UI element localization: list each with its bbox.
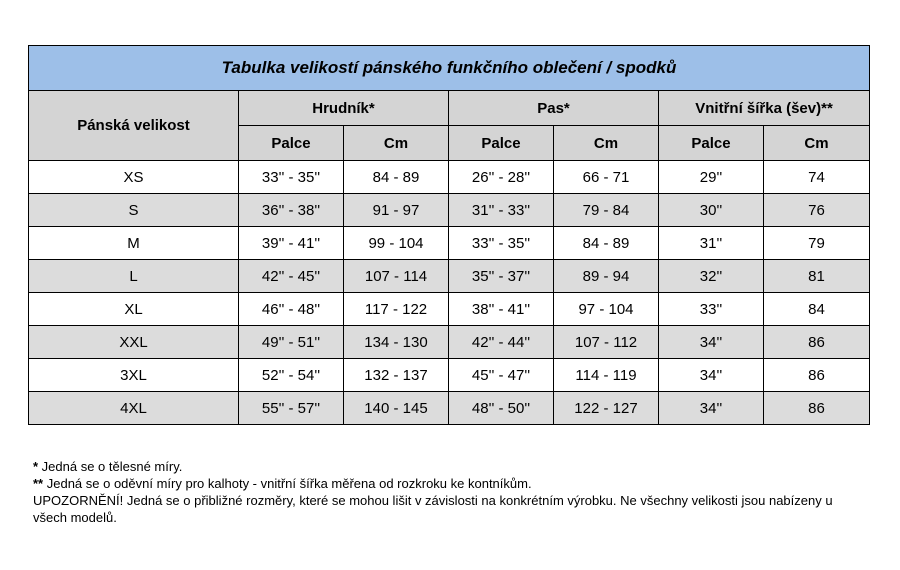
table-row bbox=[29, 194, 870, 227]
measurement-cell: 49'' - 51'' bbox=[239, 326, 344, 359]
measurement-cell: 97 - 104 bbox=[554, 293, 659, 326]
size-cell: S bbox=[29, 194, 239, 227]
unit-header: Cm bbox=[764, 126, 870, 161]
measurement-cell: 45'' - 47'' bbox=[449, 359, 554, 392]
unit-header: Palce bbox=[239, 126, 344, 161]
measurement-cell: 114 - 119 bbox=[554, 359, 659, 392]
measurement-cell: 32'' bbox=[659, 260, 764, 293]
measurement-cell: 55'' - 57'' bbox=[239, 392, 344, 425]
measurement-cell: 134 - 130 bbox=[344, 326, 449, 359]
measurement-cell: 74 bbox=[764, 161, 870, 194]
measurement-cell: 84 bbox=[764, 293, 870, 326]
measurement-cell: 52'' - 54'' bbox=[239, 359, 344, 392]
group-header-inseam: Vnitřní šířka (šev)** bbox=[659, 91, 870, 126]
measurement-cell: 117 - 122 bbox=[344, 293, 449, 326]
measurement-cell: 48'' - 50'' bbox=[449, 392, 554, 425]
measurement-cell: 81 bbox=[764, 260, 870, 293]
unit-header: Cm bbox=[344, 126, 449, 161]
size-cell: 4XL bbox=[29, 392, 239, 425]
measurement-cell: 76 bbox=[764, 194, 870, 227]
measurement-cell: 29'' bbox=[659, 161, 764, 194]
measurement-cell: 33'' - 35'' bbox=[449, 227, 554, 260]
measurement-cell: 132 - 137 bbox=[344, 359, 449, 392]
measurement-cell: 66 - 71 bbox=[554, 161, 659, 194]
measurement-cell: 79 bbox=[764, 227, 870, 260]
size-cell: 3XL bbox=[29, 359, 239, 392]
measurement-cell: 107 - 112 bbox=[554, 326, 659, 359]
measurement-cell: 34'' bbox=[659, 392, 764, 425]
measurement-cell: 30'' bbox=[659, 194, 764, 227]
measurement-cell: 79 - 84 bbox=[554, 194, 659, 227]
table-row bbox=[29, 260, 870, 293]
measurement-cell: 38'' - 41'' bbox=[449, 293, 554, 326]
measurement-cell: 99 - 104 bbox=[344, 227, 449, 260]
measurement-cell: 39'' - 41'' bbox=[239, 227, 344, 260]
measurement-cell: 31'' - 33'' bbox=[449, 194, 554, 227]
size-cell: XS bbox=[29, 161, 239, 194]
warning-note: UPOZORNĚNÍ! Jedná se o přibližné rozměry, které se mohou lišit v závislosti na konkrétním výrobku. Ne všechny velikosti jsou nabízeny u všech modelů. bbox=[33, 493, 833, 525]
measurement-cell: 33'' bbox=[659, 293, 764, 326]
size-chart bbox=[28, 45, 869, 425]
size-table-body bbox=[29, 161, 870, 425]
size-cell: L bbox=[29, 260, 239, 293]
size-cell: XL bbox=[29, 293, 239, 326]
size-cell: M bbox=[29, 227, 239, 260]
table-row bbox=[29, 161, 870, 194]
measurement-cell: 34'' bbox=[659, 359, 764, 392]
measurement-cell: 42'' - 44'' bbox=[449, 326, 554, 359]
measurement-cell: 89 - 94 bbox=[554, 260, 659, 293]
size-cell: XXL bbox=[29, 326, 239, 359]
table-row bbox=[29, 293, 870, 326]
size-column-header: Pánská velikost bbox=[29, 91, 239, 161]
footnote-mark: ** bbox=[33, 476, 44, 491]
footnote-mark: * bbox=[33, 459, 39, 474]
measurement-cell: 36'' - 38'' bbox=[239, 194, 344, 227]
table-row bbox=[29, 359, 870, 392]
measurement-cell: 86 bbox=[764, 359, 870, 392]
table-row bbox=[29, 326, 870, 359]
footnote-garment-measurements bbox=[33, 475, 863, 492]
table-title: Tabulka velikostí pánského funkčního oblečení / spodků bbox=[29, 46, 870, 91]
measurement-cell: 91 - 97 bbox=[344, 194, 449, 227]
table-row bbox=[29, 392, 870, 425]
measurement-cell: 86 bbox=[764, 326, 870, 359]
unit-header: Palce bbox=[449, 126, 554, 161]
footnotes bbox=[33, 458, 863, 526]
measurement-cell: 84 - 89 bbox=[344, 161, 449, 194]
group-header-waist: Pas* bbox=[449, 91, 659, 126]
unit-header: Cm bbox=[554, 126, 659, 161]
measurement-cell: 33'' - 35'' bbox=[239, 161, 344, 194]
measurement-cell: 140 - 145 bbox=[344, 392, 449, 425]
unit-header: Palce bbox=[659, 126, 764, 161]
measurement-cell: 122 - 127 bbox=[554, 392, 659, 425]
measurement-cell: 34'' bbox=[659, 326, 764, 359]
measurement-cell: 46'' - 48'' bbox=[239, 293, 344, 326]
measurement-cell: 35'' - 37'' bbox=[449, 260, 554, 293]
footnote-text: Jedná se o tělesné míry. bbox=[38, 459, 183, 474]
measurement-cell: 42'' - 45'' bbox=[239, 260, 344, 293]
measurement-cell: 26'' - 28'' bbox=[449, 161, 554, 194]
measurement-cell: 31'' bbox=[659, 227, 764, 260]
size-table bbox=[28, 45, 870, 425]
table-row bbox=[29, 227, 870, 260]
group-header-chest: Hrudník* bbox=[239, 91, 449, 126]
measurement-cell: 86 bbox=[764, 392, 870, 425]
footnote-body-measurements bbox=[33, 458, 863, 475]
measurement-cell: 84 - 89 bbox=[554, 227, 659, 260]
footnote-text: Jedná se o oděvní míry pro kalhoty - vnitřní šířka měřena od rozkroku ke kontníkům. bbox=[43, 476, 532, 491]
measurement-cell: 107 - 114 bbox=[344, 260, 449, 293]
